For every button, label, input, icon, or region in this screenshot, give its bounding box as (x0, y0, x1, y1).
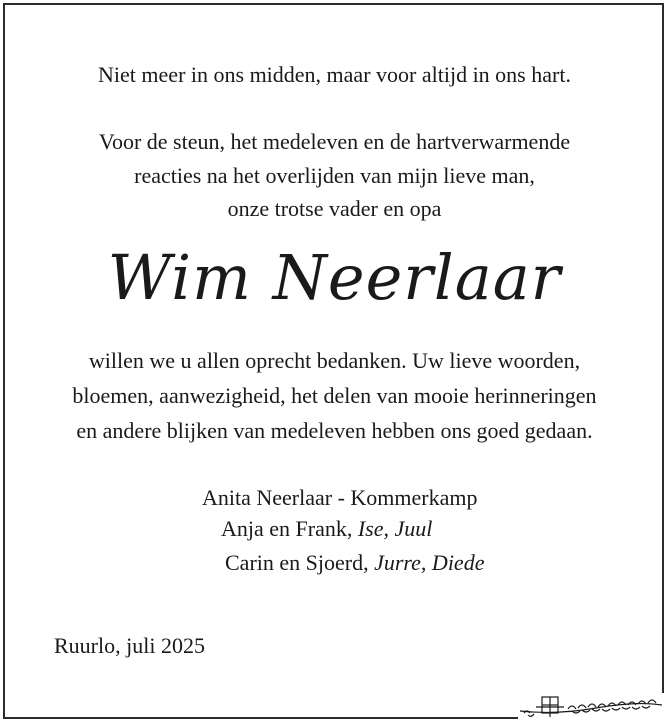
body-line-3: en andere blijken van medeleven hebben ons goed gedaan. (76, 418, 593, 443)
family-line-2-kids: Ise, Juul (357, 516, 433, 541)
thanks-line-3: onze trotse vader en opa (227, 196, 442, 221)
deceased-name: Wim Neerlaar (107, 241, 562, 314)
family-line-2 (221, 515, 432, 543)
family-line-2-names: Anja en Frank, (221, 516, 358, 541)
family-line-3-names: Carin en Sjoerd, (225, 550, 375, 575)
thanks-line-2: reacties na het overlijden van mijn lieve man, (134, 163, 535, 188)
intro-text: Niet meer in ons midden, maar voor altijd in ons hart. (98, 62, 571, 87)
family-line-1: Anita Neerlaar - Kommerkamp (202, 485, 478, 510)
body-line-1: willen we u allen oprecht bedanken. Uw lieve woorden, (88, 348, 581, 373)
place-date: Ruurlo, juli 2025 (54, 633, 205, 658)
cross-laurel-emblem-icon (516, 693, 666, 721)
body-line-2: bloemen, aanwezigheid, het delen van mooie herinneringen (72, 383, 597, 408)
family-line-3 (225, 549, 484, 577)
thanks-line-1: Voor de steun, het medeleven en de hartverwarmende (98, 129, 571, 154)
family-line-3-kids: Jurre, Diede (374, 550, 485, 575)
